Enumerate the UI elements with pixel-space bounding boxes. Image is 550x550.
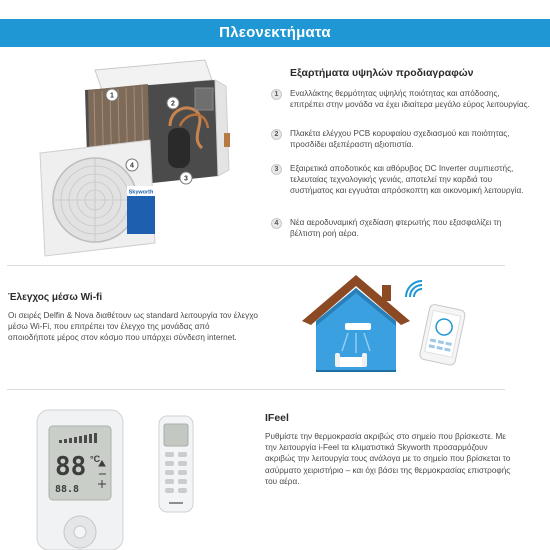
section-divider [7,389,505,390]
smartphone-icon [419,304,466,366]
display-small: 88.8 [55,484,80,495]
feature-text: Πλακέτα ελέγχου PCB κορυφαίου σχεδιασμού και ποιότητας, προσδίδει αξεπέραστη αξιοπιστία. [290,129,510,150]
wifi-signal-icon [406,281,422,297]
wifi-heading: Έλεγχος μέσω Wi-fi [8,292,103,303]
callout-label-2: 2 [171,100,175,108]
wifi-house-illustration [290,271,485,373]
callout-3 [180,172,192,184]
remote-controls-illustration [35,404,205,550]
feature-number-badge: 2 [271,129,282,140]
feature-text: Εναλλάκτης θερμότητας υψηλής ποιότητας και απόδοσης, επιτρέπει στην μονάδα να έχει ιδιαίτερα μεγάλο εύρος λειτουργίας. [290,89,530,110]
outdoor-unit-illustration [30,58,260,258]
components-heading: Εξαρτήματα υψηλών προδιαγραφών [290,67,474,79]
brand-text: Skyworth [128,189,154,196]
title-banner [0,19,550,47]
page-title: Πλεονεκτήματα [219,24,331,41]
callout-4 [126,159,138,171]
side-panel-shape [215,80,229,176]
wifi-description: Οι σειρές Delfin & Nova διαθέτουν ως standard λειτουργία τον έλεγχο μέσω Wi-Fi, που επιτρέπει τον έλεγχο της μονάδας από οποιοδήποτε μέρος στον κόσμο που υπάρχει σύνδεση internet. [8,311,258,343]
display-unit: °C [90,454,101,464]
display-temperature: 88 [55,452,87,482]
valve-shape [224,133,230,147]
feature-number-badge: 3 [271,164,282,175]
feature-number-badge: 4 [271,218,282,229]
feature-text: Εξαιρετικά αποδοτικός και αθόρυβος DC Inverter συμπιεστής, τελευταίας τεχνολογικής γενιάς, αποτελεί την καρδιά του συστήματος και εγγυάται απρόσκοπτη και οικονομική λειτουργία. [290,164,524,196]
callout-1 [106,89,118,101]
callout-label-4: 4 [130,162,134,170]
callout-label-3: 3 [184,175,188,183]
feature-text: Νέα αεροδυναμική σχεδίαση φτερωτής που εξασφαλίζει τη βέλτιστη ροή αέρα. [290,218,502,239]
ifeel-heading: IFeel [265,412,289,424]
callout-2 [167,97,179,109]
compressor-shape [168,128,190,168]
section-divider [7,265,505,266]
pcb-board-shape [195,88,213,110]
small-remote-display-shape [164,424,188,446]
ifeel-description: Ρυθμίστε την θερμοκρασία ακριβώς στο σημείο που βρίσκεστε. Με την λειτουργία i-Feel τα κλιματιστικά Skyworth προσαρμόζουν ακριβώς την λειτουργία τους ανάλογα με το σημείο που βρίσκεται το ασύρματο χειριστήριο – και όχι βάσει της θερμοκρασίας επιστροφής του αέρα. [265,432,511,486]
indoor-ac-shape [345,323,371,330]
sofa-shape [338,357,364,367]
feature-number-badge: 1 [271,89,282,100]
callout-label-1: 1 [110,92,114,100]
